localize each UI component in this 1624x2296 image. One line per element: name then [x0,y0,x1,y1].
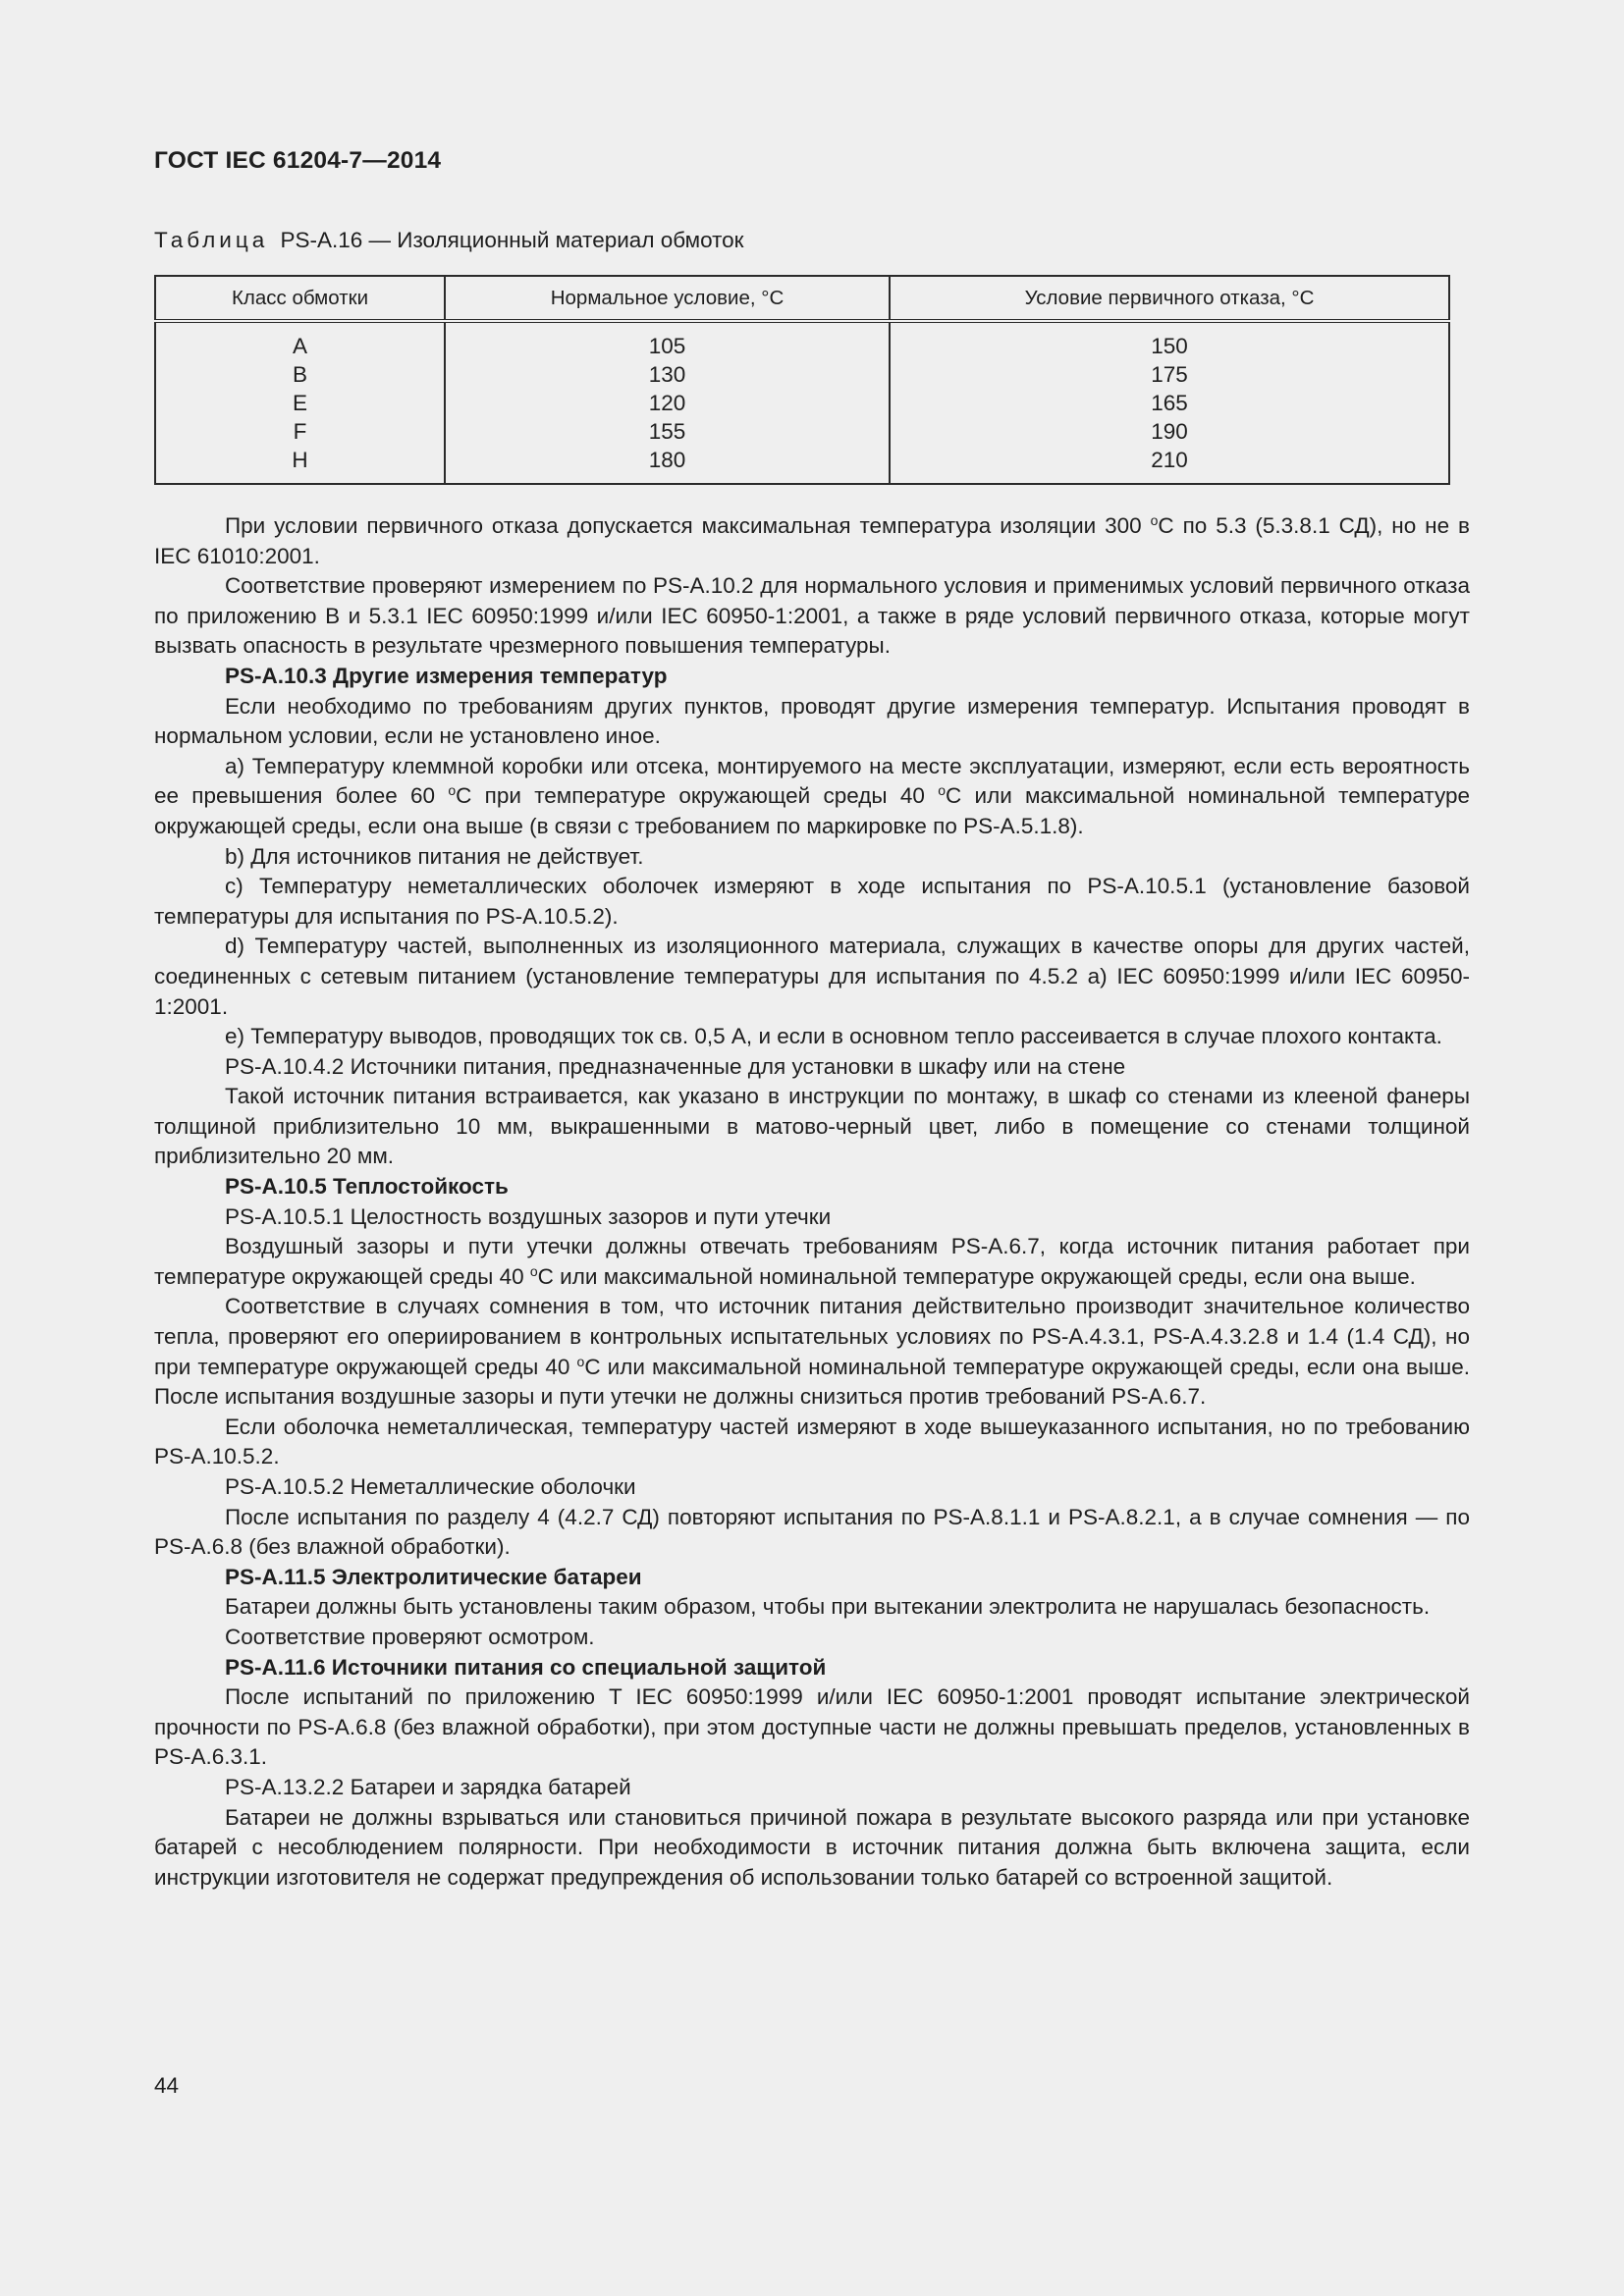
table-caption [154,228,744,253]
table-cell-classes: A B E F H [155,321,445,484]
paragraph-fragment: С или максимальной номинальной температуре окружающей среды, если она выше (в связи с требованием по маркировке по PS-A.5.1.8). [154,783,1470,838]
paragraph-fragment: С или максимальной номинальной температуре окружающей среды, если она выше. [537,1263,1416,1289]
degree-superscript: о [1150,512,1159,528]
paragraph: PS-A.10.4.2 Источники питания, предназначенные для установки в шкафу или на стене [225,1053,1126,1079]
table-caption-text: PS-A.16 — Изоляционный материал обмоток [280,228,744,252]
paragraph: Батареи не должны взрываться или становиться причиной пожара в результате высокого разряда или при установке батарей с несоблюдением полярности. При необходимости в источник питания должна быть включена защита, если инструкции изготовителя не содержат предупреждения об использовании только батарей со встроенной защитой. [154,1804,1470,1890]
paragraph-fragment: С или максимальной номинальной температуре окружающей среды, если она выше. После испытания воздушные зазоры и пути утечки не должны снизиться против требований PS-A.6.7. [154,1354,1470,1410]
paragraph: После испытаний по приложению T IEC 60950:1999 и/или IEC 60950-1:2001 проводят испытание электрической прочности по PS-A.6.8 (без влажной обработки), при этом доступные части не должны превышать пределов, установленных в PS-A.6.3.1. [154,1684,1470,1770]
table-cell-normal: 105 130 120 155 180 [445,321,890,484]
section-heading: PS-A.10.5 Теплостойкость [225,1174,509,1200]
paragraph-fragment: С по 5.3 (5.3.8.1 СД), но не в IEC 61010:2001. [154,513,1470,568]
document-header: ГОСТ IEC 61204-7—2014 [154,147,442,174]
paragraph: e) Температуру выводов, проводящих ток св. 0,5 А, и если в основном тепло рассеивается в случае плохого контакта. [225,1024,1442,1049]
table-caption-label: Таблица [154,228,269,252]
insulation-table [154,275,1450,485]
paragraph [154,1232,1470,1292]
paragraph: PS-A.10.5.1 Целостность воздушных зазоров и пути утечки [225,1203,832,1229]
paragraph: После испытания по разделу 4 (4.2.7 СД) повторяют испытания по PS-A.8.1.1 и PS-A.8.2.1, а в случае сомнения — по PS-A.6.8 (без влажной обработки). [154,1504,1470,1560]
degree-superscript: о [448,782,457,799]
paragraph [154,511,1470,571]
section-heading: PS-A.10.3 Другие измерения температур [225,663,668,688]
paragraph [154,1292,1470,1412]
paragraph: Если оболочка неметаллическая, температуру частей измеряют в ходе вышеуказанного испытания, но по требованию PS-A.10.5.2. [154,1414,1470,1469]
section-heading: PS-A.11.6 Источники питания со специальной защитой [225,1654,827,1680]
paragraph: d) Температуру частей, выполненных из изоляционного материала, служащих в качестве опоры для других частей, соединенных с сетевым питанием (установление температуры для испытания по 4.5.2 a) IEC 60950:1999 и/или IEC 60950-1:2001. [154,934,1470,1019]
table-header-fault: Условие первичного отказа, °С [890,276,1449,321]
paragraph: Если необходимо по требованиям других пунктов, проводят другие измерения температур. Испытания проводят в нормальном условии, если не установлено иное. [154,693,1470,749]
table-cell-fault: 150 175 165 190 210 [890,321,1449,484]
paragraph-fragment: При условии первичного отказа допускается максимальная температура изоляции 300 [225,513,1151,538]
section-heading: PS-A.11.5 Электролитические батареи [225,1564,642,1589]
degree-superscript: о [529,1262,538,1279]
table-header-normal: Нормальное условие, °С [445,276,890,321]
page-number: 44 [154,2073,180,2098]
table-header-class: Класс обмотки [155,276,445,321]
degree-superscript: о [576,1353,585,1369]
degree-superscript: о [938,782,946,799]
paragraph-fragment: Соответствие в случаях сомнения в том, что источник питания действительно производит значительное количество тепла, проверяют его опериированием в контрольных испытательных условиях по PS-A.4.3.1, PS-A.4.3.2.8 и 1.4 (1.4 СД), но при температуре окружающей среды 40 [154,1294,1470,1379]
paragraph-fragment: Воздушный зазоры и пути утечки должны отвечать требованиям PS-A.6.7, когда источник питания работает при температуре окружающей среды 40 [154,1234,1470,1289]
paragraph: Соответствие проверяют измерением по PS-A.10.2 для нормального условия и применимых условий первичного отказа по приложению B и 5.3.1 IEC 60950:1999 и/или IEC 60950-1:2001, а также в ряде условий первичного отказа, которые могут вызвать опасность в результате чрезмерного повышения температуры. [154,573,1470,659]
paragraph: Соответствие проверяют осмотром. [225,1624,595,1649]
paragraph: Такой источник питания встраивается, как указано в инструкции по монтажу, в шкаф со стенами из клееной фанеры толщиной приблизительно 10 мм, выкрашенными в матово-черный цвет, либо в помещение со стенами толщиной приблизительно 20 мм. [154,1084,1470,1169]
paragraph: c) Температуру неметаллических оболочек измеряют в ходе испытания по PS-A.10.5.1 (установление базовой температуры для испытания по PS-A.10.5.2). [154,874,1470,929]
paragraph-fragment: a) Температуру клеммной коробки или отсека, монтируемого на месте эксплуатации, измеряют, если есть вероятность ее превышения более 60 [154,753,1470,809]
paragraph: PS-A.13.2.2 Батареи и зарядка батарей [225,1774,631,1799]
paragraph [154,752,1470,842]
body-text [154,511,1470,1893]
paragraph: Батареи должны быть установлены таким образом, чтобы при вытекании электролита не нарушалась безопасность. [225,1594,1431,1620]
paragraph-fragment: С при температуре окружающей среды 40 [456,783,939,809]
paragraph: PS-A.10.5.2 Неметаллические оболочки [225,1474,636,1499]
paragraph: b) Для источников питания не действует. [225,843,644,869]
